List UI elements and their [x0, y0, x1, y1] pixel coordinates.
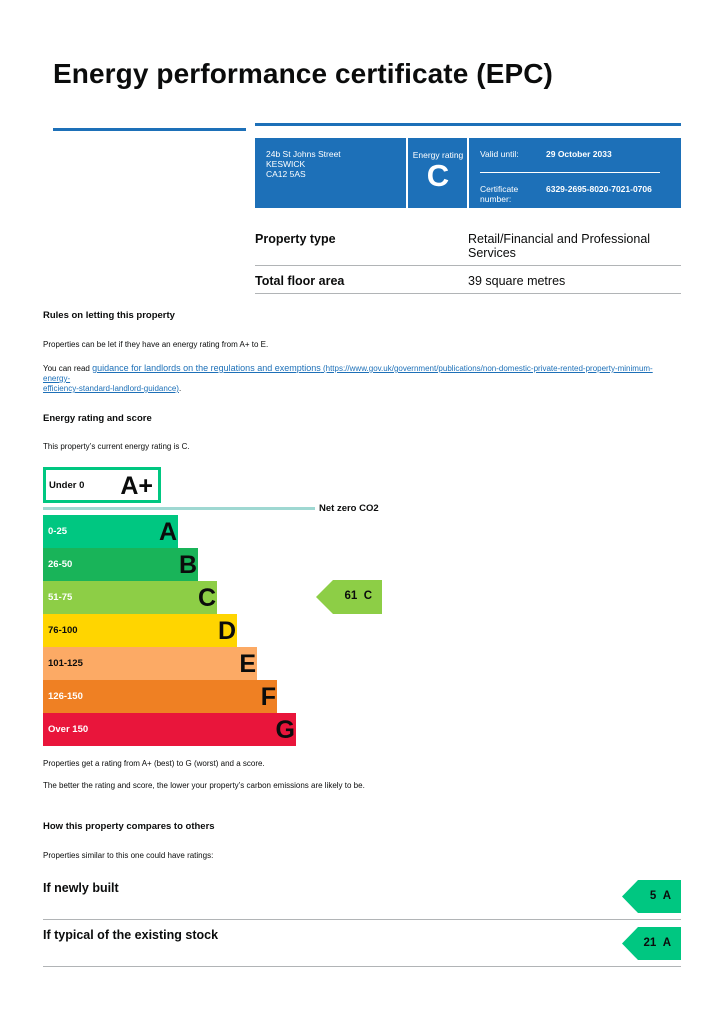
- band-letter: E: [239, 650, 256, 678]
- rating-band-f: [43, 680, 277, 713]
- compare-rating-arrow: [622, 927, 681, 960]
- rating-explanation-2: The better the rating and score, the lower your property’s carbon emissions are likely to be.: [43, 781, 365, 790]
- floor-area-value: 39 square metres: [468, 274, 566, 288]
- info-divider: [480, 172, 660, 173]
- floor-area-row: [255, 266, 681, 294]
- rules-heading: Rules on letting this property: [43, 310, 175, 321]
- guidance-paragraph: [43, 363, 673, 394]
- rating-explanation: Properties get a rating from A+ (best) to G (worst) and a score.: [43, 759, 265, 768]
- band-letter: A+: [120, 472, 153, 500]
- compare-rating-label: [650, 890, 671, 902]
- certificate-label-line-1: Certificate: [480, 184, 519, 194]
- rating-band-c: [43, 581, 217, 614]
- valid-until-label: Valid until:: [480, 149, 519, 159]
- net-zero-label: Net zero CO2: [319, 503, 379, 514]
- compare-label: If typical of the existing stock: [43, 928, 219, 942]
- rating-band-a: [43, 515, 178, 548]
- band-range: Over 150: [48, 724, 89, 735]
- current-rating-text-label: [345, 590, 373, 602]
- net-zero-line: [43, 507, 315, 510]
- band-range: 51-75: [48, 592, 73, 603]
- band-range: 126-150: [48, 691, 83, 702]
- rating-band-g: [43, 713, 296, 746]
- guidance-url-link-continued[interactable]: efficiency-standard-landlord-guidance): [43, 384, 179, 393]
- band-range: 26-50: [48, 559, 73, 570]
- valid-until-value: 29 October 2033: [546, 149, 612, 159]
- band-letter: A: [158, 518, 177, 546]
- band-letter: G: [275, 716, 295, 744]
- compare-score: 5: [649, 890, 657, 902]
- address-line-1: 24b St Johns Street: [266, 149, 341, 159]
- property-type-value: Retail/Financial and Professional Services: [468, 232, 651, 260]
- compare-intro: Properties similar to this one could have ratings:: [43, 851, 214, 860]
- current-score: 61: [344, 590, 358, 602]
- current-rating-text: This property’s current energy rating is C.: [43, 442, 190, 451]
- guidance-link[interactable]: guidance for landlords on the regulations and exemptions: [92, 363, 321, 373]
- rating-band-b: [43, 548, 198, 581]
- guidance-suffix: .: [178, 384, 182, 393]
- compare-score: 21: [643, 937, 657, 949]
- band-letter: B: [178, 551, 197, 579]
- band-letter: D: [217, 617, 236, 645]
- separator: [467, 138, 469, 208]
- address-line-2: KESWICK: [266, 159, 306, 169]
- certificate-label-line-2: number:: [480, 194, 512, 204]
- compare-rating-label: [644, 937, 672, 949]
- band-letter: F: [260, 683, 276, 711]
- energy-rating-letter: C: [426, 158, 450, 193]
- property-type-label: Property type: [255, 232, 336, 246]
- current-letter: C: [363, 590, 372, 602]
- certificate-number-label: [480, 184, 518, 204]
- address-line-3: CA12 5AS: [266, 169, 306, 179]
- band-range: 76-100: [48, 625, 78, 636]
- compare-label: If newly built: [43, 881, 119, 895]
- band-range: 0-25: [48, 526, 68, 537]
- rating-band-e: [43, 647, 257, 680]
- certificate-number-value: 6329-2695-8020-7021-0706: [546, 184, 652, 194]
- certificate-summary-box: [255, 138, 681, 208]
- compare-letter: A: [662, 937, 671, 949]
- current-rating-arrow: [316, 580, 382, 614]
- compare-letter: A: [662, 890, 671, 902]
- band-range: Under 0: [49, 480, 85, 491]
- compare-row-typical: [43, 920, 681, 967]
- floor-area-label: Total floor area: [255, 274, 345, 288]
- band-letter: C: [197, 584, 216, 612]
- energy-rating-label: Energy rating: [412, 150, 464, 160]
- compare-row-new: [43, 871, 681, 920]
- rules-paragraph: Properties can be let if they have an energy rating from A+ to E.: [43, 340, 269, 349]
- property-address: [266, 149, 341, 179]
- rating-band-d: [43, 614, 237, 647]
- guidance-url-link[interactable]: (https://www.gov.uk/government/publications/non-domestic-private-rented-property-minimum-energy-: [43, 364, 653, 383]
- compare-heading: How this property compares to others: [43, 821, 215, 832]
- guidance-prefix: You can read: [43, 364, 93, 373]
- energy-rating-heading: Energy rating and score: [43, 413, 152, 424]
- compare-rating-arrow: [622, 880, 681, 913]
- divider-left: [53, 128, 246, 131]
- divider-right: [255, 123, 681, 126]
- page-title: Energy performance certificate (EPC): [53, 58, 553, 89]
- property-type-row: [255, 224, 681, 266]
- rating-band-aplus: [43, 467, 161, 503]
- band-range: 101-125: [48, 658, 83, 669]
